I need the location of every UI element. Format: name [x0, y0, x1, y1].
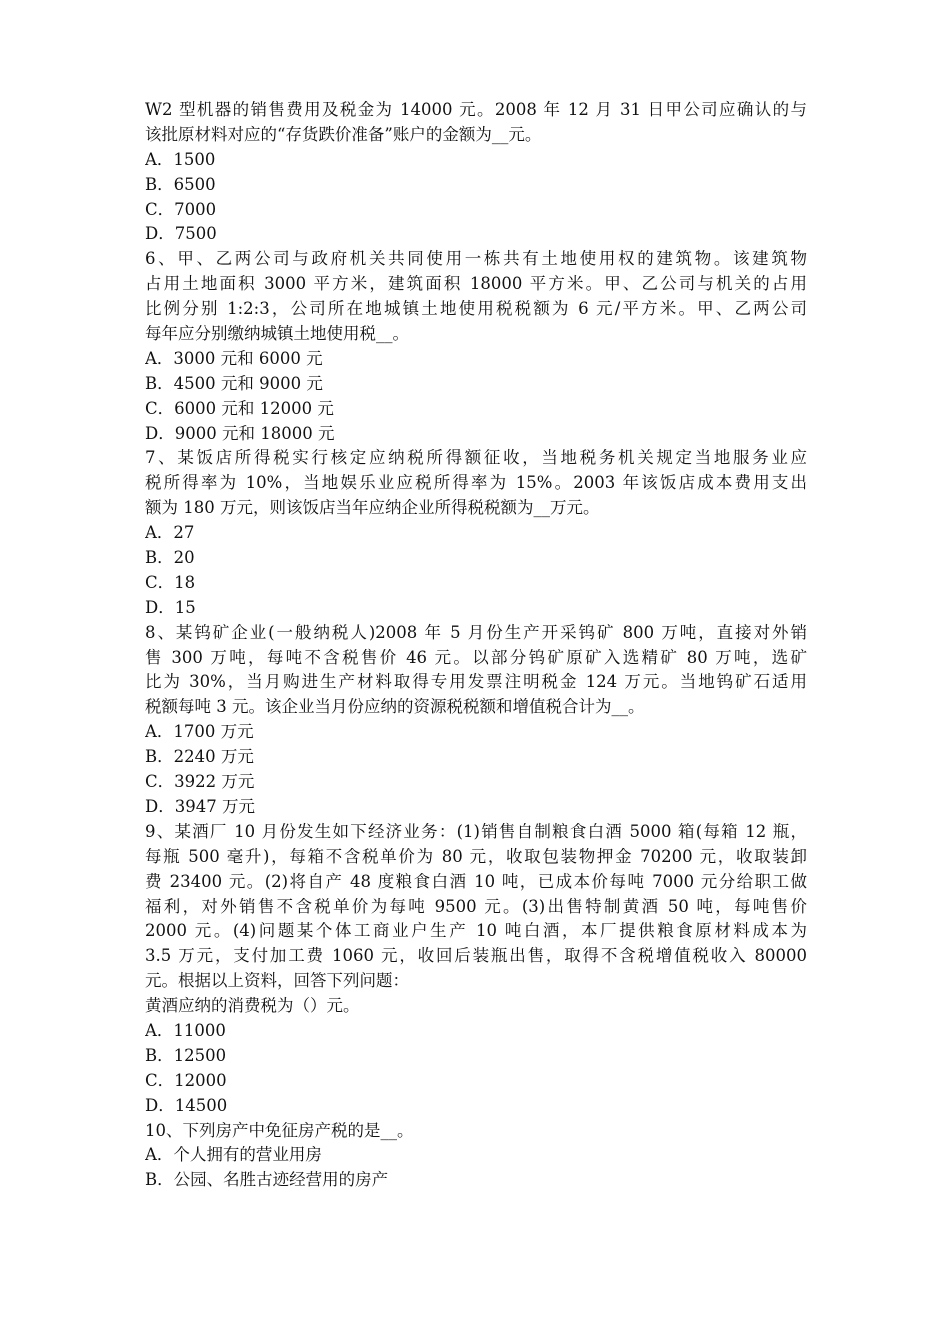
answer-option-line: C．3922 万元	[145, 772, 255, 792]
question-text-line: 费 23400 元。(2)将自产 48 度粮食白酒 10 吨，已成本价每吨 7000 元分给职工做	[145, 871, 807, 891]
question-text-line: 税所得率为 10%，当地娱乐业应税所得率为 15%。2003 年该饭店成本费用支出	[145, 473, 807, 493]
question-text-line: 福利，对外销售不含税单价为每吨 9500 元。(3)出售特制黄酒 50 吨，每吨售价	[145, 896, 807, 916]
answer-option-line: A．1500	[145, 149, 216, 169]
answer-option-line: B．12500	[145, 1045, 227, 1065]
question-text-line: 6、甲、乙两公司与政府机关共同使用一栋共有土地使用权的建筑物。该建筑物	[145, 249, 807, 269]
question-text-line: 3.5 万元，支付加工费 1060 元，收回后装瓶出售，取得不含税增值税收入 80000	[145, 946, 807, 966]
question-text-line: 黄酒应纳的消费税为（）元。	[145, 996, 360, 1016]
question-text-line: W2 型机器的销售费用及税金为 14000 元。2008 年 12 月 31 日甲公司应确认的与	[145, 100, 807, 119]
question-text-line: 占用土地面积 3000 平方米，建筑面积 18000 平方米。甲、乙公司与机关的占用	[145, 274, 807, 294]
document-body	[145, 98, 807, 1193]
question-text-line: 10、下列房产中免征房产税的是__。	[145, 1120, 414, 1140]
answer-option-line: C．7000	[145, 199, 217, 219]
question-text-line: 8、某钨矿企业(一般纳税人)2008 年 5 月份生产开采钨矿 800 万吨，直接对外销	[145, 622, 807, 642]
question-text-line: 比例分别 1:2:3，公司所在地城镇土地使用税税额为 6 元/平方米。甲、乙两公司	[145, 299, 807, 319]
answer-option-line: B．公园、名胜古迹经营用的房产	[145, 1170, 389, 1190]
answer-option-line: D．3947 万元	[145, 796, 255, 816]
answer-option-line: A．3000 元和 6000 元	[145, 348, 323, 368]
answer-option-line: A．个人拥有的营业用房	[145, 1145, 322, 1165]
question-text-line: 比为 30%，当月购进生产材料取得专用发票注明税金 124 万元。当地钨矿石适用	[145, 672, 807, 692]
question-text-line: 每年应分别缴纳城镇土地使用税__。	[145, 324, 409, 344]
answer-option-line: A．27	[145, 523, 195, 543]
question-text-line: 元。根据以上资料，回答下列问题：	[145, 971, 409, 991]
answer-option-line: A．1700 万元	[145, 722, 254, 742]
answer-option-line: C．12000	[145, 1070, 227, 1090]
answer-option-line: B．6500	[145, 174, 216, 194]
answer-option-line: B．4500 元和 9000 元	[145, 373, 323, 393]
answer-option-line: B．2240 万元	[145, 747, 254, 767]
question-text-line: 7、某饭店所得税实行核定应纳税所得额征收，当地税务机关规定当地服务业应	[145, 448, 807, 468]
answer-option-line: D．9000 元和 18000 元	[145, 423, 335, 443]
question-text-line: 税额每吨 3 元。该企业当月份应纳的资源税税额和增值税合计为__。	[145, 697, 645, 717]
answer-option-line: D．15	[145, 597, 196, 617]
answer-option-line: C．18	[145, 572, 196, 592]
answer-option-line: C．6000 元和 12000 元	[145, 398, 334, 418]
question-text-line: 售 300 万吨，每吨不含税售价 46 元。以部分钨矿原矿入选精矿 80 万吨，选矿	[145, 647, 807, 667]
answer-option-line: D．14500	[145, 1095, 228, 1115]
question-text-line: 2000 元。(4)问题某个体工商业户生产 10 吨白酒，本厂提供粮食原材料成本为	[145, 921, 807, 941]
question-text-line: 额为 180 万元，则该饭店当年应纳企业所得税税额为__万元。	[145, 498, 600, 518]
answer-option-line: A．11000	[145, 1020, 226, 1040]
question-text-line: 该批原材料对应的“存货跌价准备”账户的金额为__元。	[145, 124, 542, 144]
question-text-line: 9、某酒厂 10 月份发生如下经济业务：(1)销售自制粮食白酒 5000 箱(每箱 12 瓶，	[145, 821, 807, 841]
answer-option-line: D．7500	[145, 224, 217, 244]
answer-option-line: B．20	[145, 548, 195, 568]
question-text-line: 每瓶 500 毫升)，每箱不含税单价为 80 元，收取包装物押金 70200 元，收取装卸	[145, 846, 807, 866]
